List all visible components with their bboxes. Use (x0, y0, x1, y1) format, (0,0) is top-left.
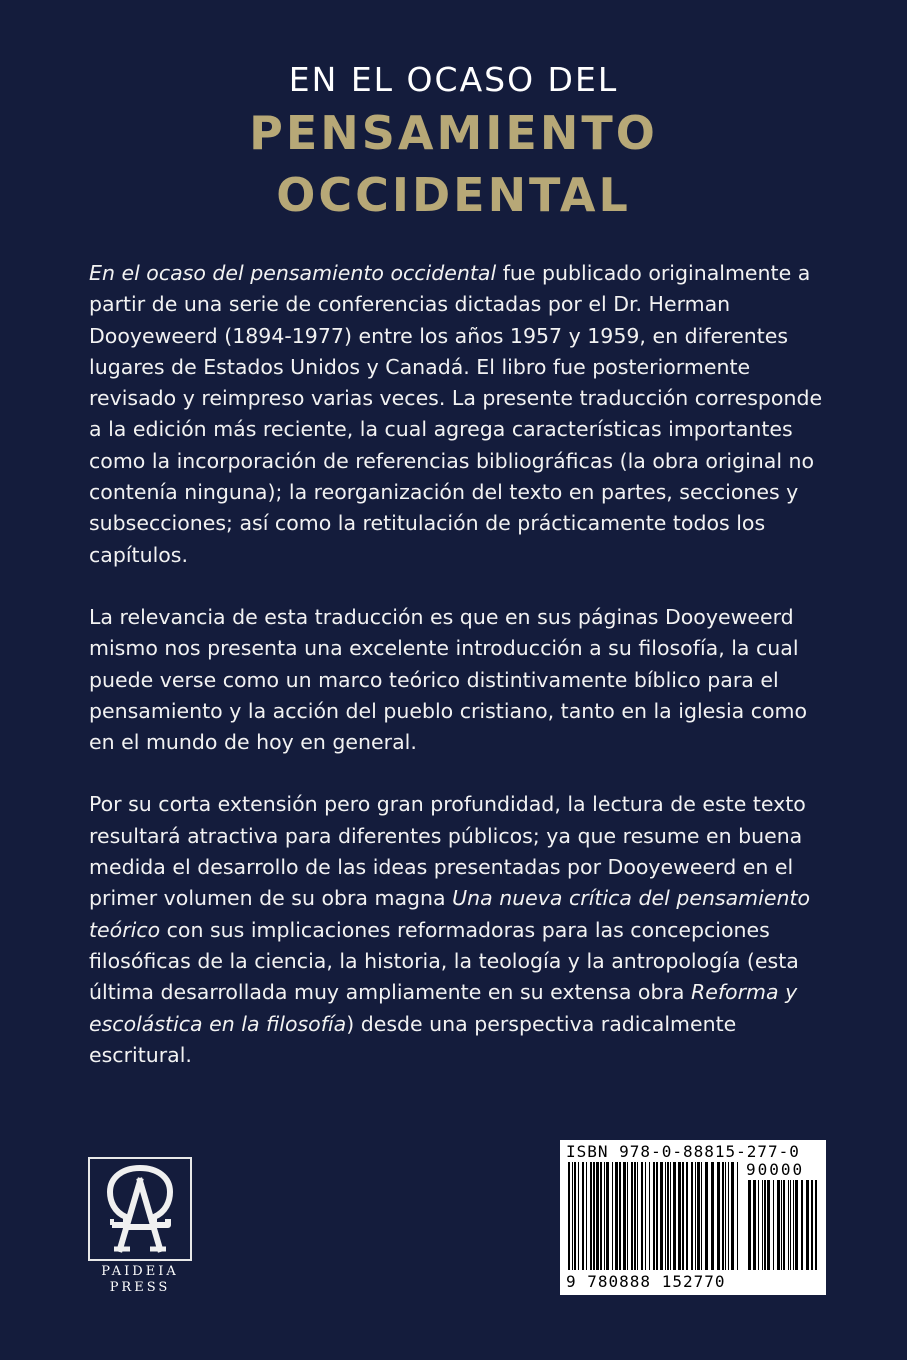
book-title (0, 58, 907, 226)
publisher-line-1: PAIDEIA (101, 1264, 179, 1279)
barcode-bar (728, 1162, 729, 1270)
barcode-bar (737, 1162, 738, 1270)
barcode-bar (615, 1162, 618, 1270)
work-title-italic-2: Reforma y escolástica en la filosofía (89, 980, 798, 1036)
barcode-bar (653, 1162, 655, 1270)
book-title-italic: En el ocaso del pensamiento occidental (89, 261, 497, 285)
barcode-bar (627, 1162, 628, 1270)
barcode-bar (673, 1162, 676, 1270)
barcode-bar (572, 1162, 573, 1270)
barcode-bar (767, 1180, 770, 1270)
barcode-bar (649, 1162, 650, 1270)
title-line-2: PENSAMIENTO (249, 106, 658, 160)
barcode-bar (578, 1162, 579, 1270)
barcode-bar (725, 1162, 726, 1270)
blurb (89, 258, 829, 1102)
barcode-bar (781, 1180, 782, 1270)
barcode-bar (788, 1180, 789, 1270)
barcode-bar (701, 1162, 702, 1270)
title-line-3: OCCIDENTAL (276, 168, 631, 222)
barcode-bar (697, 1162, 700, 1270)
barcode-bar (641, 1162, 643, 1270)
barcode-bar (656, 1162, 658, 1270)
barcode-bar (793, 1180, 794, 1270)
barcode-bar (586, 1162, 587, 1270)
barcode-bar (705, 1162, 708, 1270)
barcode-bar (801, 1180, 803, 1270)
barcode-bar (777, 1180, 780, 1270)
barcode-bar (753, 1180, 756, 1270)
barcode-bar (806, 1180, 809, 1270)
isbn-barcode (560, 1140, 826, 1295)
barcode-bar (773, 1180, 774, 1270)
blurb-paragraph-2: La relevancia de esta traducción es que en sus páginas Dooyeweerd mismo nos presenta una excelente introducción a su filosofía, la cual puede verse como un marco teórico distintivamente bíblico para el pensamiento y la acción del pueblo cristiano, tanto en la iglesia como en el mundo de hoy en general. (89, 604, 808, 755)
publisher-logo (88, 1157, 192, 1261)
barcode-bar (637, 1162, 638, 1270)
barcode-bar (634, 1162, 636, 1270)
ean-barcode-bars (566, 1162, 742, 1272)
blurb-paragraph-3 (89, 789, 829, 1071)
publisher-name (88, 1264, 192, 1296)
barcode-bar (600, 1162, 602, 1270)
barcode-bar (645, 1162, 646, 1270)
barcode-bar (590, 1162, 592, 1270)
barcode-bar (612, 1162, 613, 1270)
barcode-bar (748, 1180, 751, 1270)
barcode-bar (596, 1162, 599, 1270)
barcode-bar (722, 1162, 724, 1270)
barcode-bar (568, 1162, 570, 1270)
paragraph-1-text: fue publicado originalmente a partir de una serie de conferencias dictadas por el Dr. Herman Dooyeweerd (1894-1977) entre los años 1957 y 1959, en diferentes lugares de Estados Unidos y Canadá. El libro fue posteriormente revisado y reimpreso varias veces. La presente traducción corresponde a la edición más reciente, la cual agrega características importantes como la incorporación de referencias bibliográficas (la obra original no contenía ninguna); la reorganización del texto en partes, secciones y subsecciones; así como la retitulación de prácticamente todos los capítulos. (89, 261, 823, 567)
barcode-bar (665, 1162, 666, 1270)
barcode-bar (667, 1162, 669, 1270)
barcode-bar (811, 1180, 813, 1270)
alpha-omega-icon (90, 1159, 190, 1259)
barcode-bar (758, 1180, 759, 1270)
barcode-bar (593, 1162, 595, 1270)
barcode-bar (731, 1162, 734, 1270)
paragraph-3-text-a: Por su corta extensión pero gran profundidad, la lectura de este texto resultará atractiva para diferentes públicos; ya que resume en buena medida el desarrollo de las ideas presentadas por Dooyeweerd en el primer volumen de su obra magna (89, 792, 806, 911)
barcode-bar (711, 1162, 714, 1270)
blurb-paragraph-1 (89, 258, 829, 571)
ean-digits: 9 780888 152770 (566, 1272, 726, 1291)
barcode-bar (619, 1162, 621, 1270)
barcode-bar (790, 1180, 791, 1270)
barcode-bar (660, 1162, 663, 1270)
barcode-bar (762, 1180, 763, 1270)
addon-label: 90000 (746, 1160, 805, 1179)
barcode-bar (717, 1162, 720, 1270)
barcode-bar (682, 1162, 684, 1270)
barcode-bar (631, 1162, 633, 1270)
barcode-bar (695, 1162, 696, 1270)
work-title-italic-1: Una nueva crítica del pensamiento teórico (89, 886, 811, 942)
publisher-line-2: PRESS (109, 1280, 171, 1295)
barcode-bar (764, 1180, 766, 1270)
barcode-bar (574, 1162, 576, 1270)
barcode-bar (783, 1180, 785, 1270)
barcode-bar (815, 1180, 817, 1270)
barcode-bar (691, 1162, 693, 1270)
barcode-bar (623, 1162, 626, 1270)
barcode-bar (604, 1162, 605, 1270)
addon-barcode-bars (746, 1180, 820, 1270)
isbn-label: ISBN 978-0-88815-277-0 (566, 1142, 800, 1161)
barcode-bar (582, 1162, 584, 1270)
barcode-bar (606, 1162, 609, 1270)
barcode-bar (670, 1162, 671, 1270)
barcode-bar (795, 1180, 798, 1270)
title-line-1: EN EL OCASO DEL (288, 60, 619, 99)
barcode-bar (686, 1162, 688, 1270)
paragraph-3-text-c: ) desde una perspectiva radicalmente escritural. (89, 1011, 737, 1067)
paragraph-3-text-b: con sus implicaciones reformadoras para las concepciones filosóficas de la ciencia, la historia, la teología y la antropología (esta última desarrollada muy ampliamente en su extensa obra (89, 917, 799, 1005)
barcode-bar (678, 1162, 681, 1270)
